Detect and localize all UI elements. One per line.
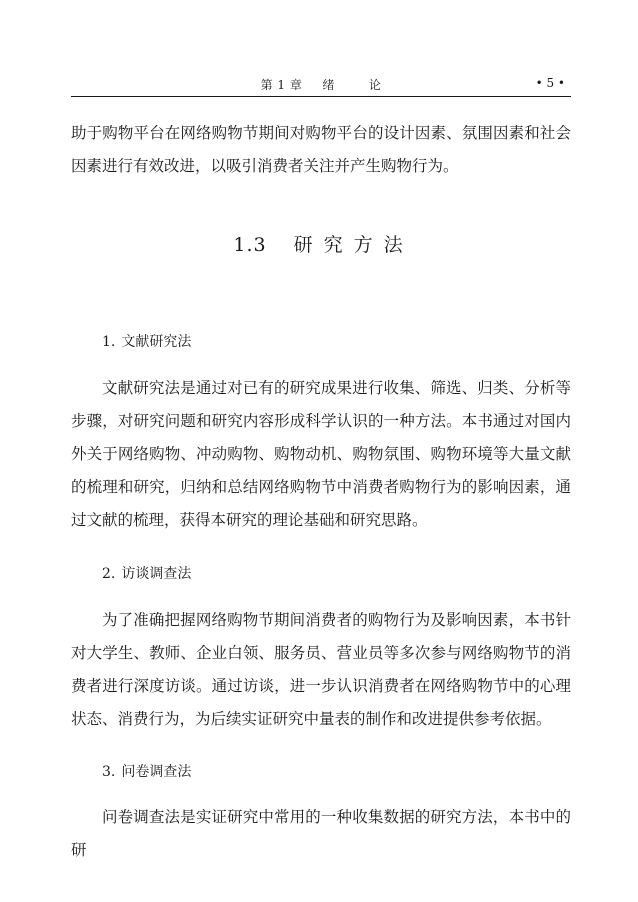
paragraph-questionnaire-survey: 问卷调查法是实证研究中常用的一种收集数据的研究方法，本书中的研 <box>71 808 571 859</box>
subheading-questionnaire-survey <box>102 761 191 781</box>
header-chapter-title <box>71 76 571 93</box>
subheading-number: 2. <box>102 566 116 582</box>
section-title-char: 研 <box>293 234 314 256</box>
subheading-literature-research <box>102 331 191 351</box>
section-title-char: 法 <box>383 234 404 256</box>
header-title-char-1: 绪 <box>322 78 335 92</box>
section-title-char: 究 <box>323 234 344 256</box>
paragraph-intro: 助于购物平台在网络购物节期间对购物平台的设计因素、氛围因素和社会因素进行有效改进，以吸引消费者关注并产生购物行为。 <box>71 124 571 175</box>
paragraph-interview-survey: 为了准确把握网络购物节期间消费者的购物行为及影响因素，本书针对大学生、教师、企业白领、服务员、营业员等多次参与网络购物节的消费者进行深度访谈。通过访谈，进一步认识消费者在网络购物节中的心理状态、消费行为，为后续实证研究中量表的制作和改进提供参考依据。 <box>71 611 571 728</box>
section-heading <box>71 230 571 257</box>
subheading-label: 访谈调查法 <box>121 566 192 582</box>
subheading-label: 文献研究法 <box>121 334 192 350</box>
header-chapter-number: 第 1 章 <box>260 78 303 92</box>
subheading-number: 3. <box>102 764 116 780</box>
running-header <box>71 74 571 97</box>
subheading-number: 1. <box>102 334 116 350</box>
header-title-char-2: 论 <box>368 78 382 92</box>
section-number: 1.3 <box>233 234 267 256</box>
subheading-label: 问卷调查法 <box>121 764 192 780</box>
paragraph-literature-research: 文献研究法是通过对已有的研究成果进行收集、筛选、归类、分析等步骤，对研究问题和研究内容形成科学认识的一种方法。本书通过对国内外关于网络购物、冲动购物、购物动机、购物氛围、购物环境等大量文献的梳理和研究，归纳和总结网络购物节中消费者购物行为的影响因素，通过文献的梳理，获得本研究的理论基础和研究思路。 <box>71 379 571 529</box>
subheading-interview-survey <box>102 563 191 583</box>
section-title-char: 方 <box>353 234 374 256</box>
header-page-number: • 5 • <box>535 76 565 90</box>
